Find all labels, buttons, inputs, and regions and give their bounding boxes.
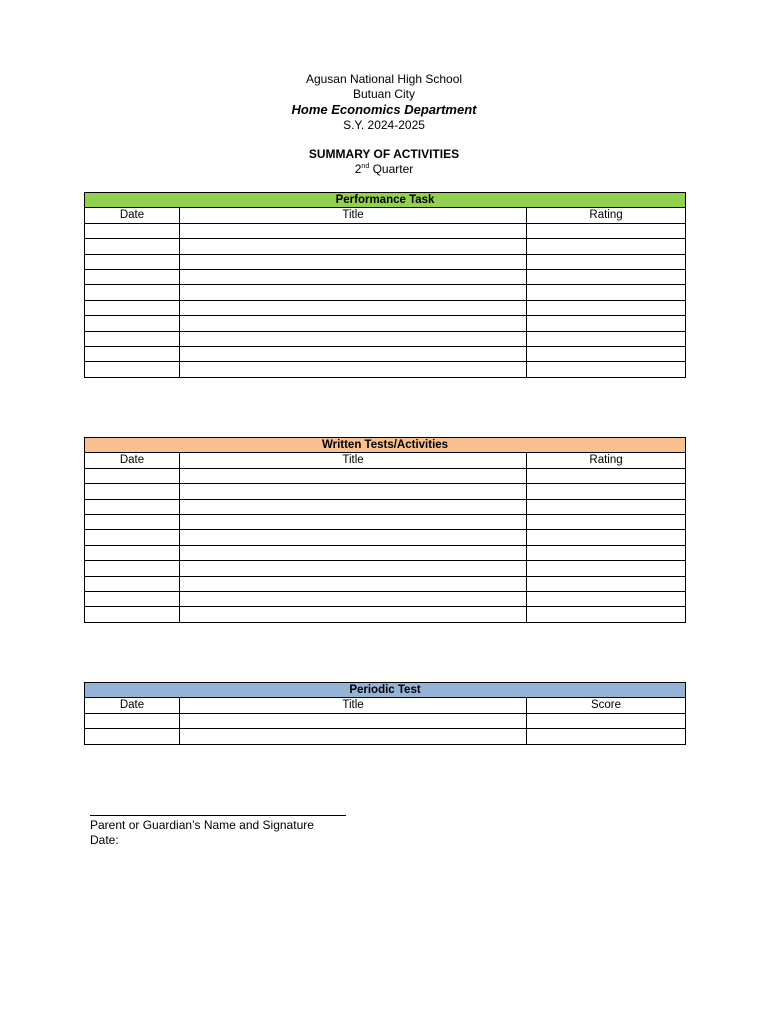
date-cell[interactable]	[85, 239, 180, 254]
title-cell[interactable]	[180, 316, 527, 331]
title-cell[interactable]	[180, 269, 527, 284]
title-cell[interactable]	[180, 607, 527, 622]
quarter-suffix: nd	[361, 163, 370, 170]
title-cell[interactable]	[180, 545, 527, 560]
column-header-date: Date	[85, 453, 180, 468]
rating-cell[interactable]	[527, 362, 686, 377]
column-header-rating: Rating	[527, 208, 686, 223]
date-cell[interactable]	[85, 346, 180, 361]
rating-cell[interactable]	[527, 223, 686, 238]
table-row	[85, 576, 686, 591]
summary-heading	[0, 147, 768, 177]
rating-cell[interactable]	[527, 576, 686, 591]
signature-label: Parent or Guardian’s Name and Signature	[90, 818, 314, 832]
table-row	[85, 530, 686, 545]
date-cell[interactable]	[85, 576, 180, 591]
rating-cell[interactable]	[527, 514, 686, 529]
date-cell[interactable]	[85, 591, 180, 606]
rating-cell[interactable]	[527, 591, 686, 606]
signature-line	[90, 815, 346, 816]
table-row	[85, 545, 686, 560]
title-cell[interactable]	[180, 254, 527, 269]
written-tests-table	[84, 437, 686, 623]
quarter-label	[0, 162, 768, 177]
table-row	[85, 316, 686, 331]
rating-cell[interactable]	[527, 285, 686, 300]
school-year: S.Y. 2024-2025	[343, 118, 425, 132]
date-cell[interactable]	[85, 468, 180, 483]
title-cell[interactable]	[180, 331, 527, 346]
rating-cell[interactable]	[527, 468, 686, 483]
date-cell[interactable]	[85, 499, 180, 514]
school-name: Agusan National High School	[305, 72, 463, 86]
rating-cell[interactable]	[527, 561, 686, 576]
summary-title: SUMMARY OF ACTIVITIES	[308, 147, 460, 161]
table-row	[85, 254, 686, 269]
date-cell[interactable]	[85, 362, 180, 377]
table-row	[85, 285, 686, 300]
rating-cell[interactable]	[527, 254, 686, 269]
table-row	[85, 499, 686, 514]
rating-cell[interactable]	[527, 346, 686, 361]
title-cell[interactable]	[180, 223, 527, 238]
title-cell[interactable]	[180, 561, 527, 576]
rating-cell[interactable]	[527, 331, 686, 346]
document-header	[0, 72, 768, 133]
title-cell[interactable]	[180, 576, 527, 591]
table-row	[85, 591, 686, 606]
column-header-score: Score	[527, 698, 686, 713]
date-cell[interactable]	[85, 484, 180, 499]
date-label: Date:	[90, 833, 119, 847]
title-cell[interactable]	[180, 285, 527, 300]
rating-cell[interactable]	[527, 545, 686, 560]
date-cell[interactable]	[85, 300, 180, 315]
title-cell[interactable]	[180, 300, 527, 315]
periodic-test-table	[84, 682, 686, 745]
title-cell[interactable]	[180, 239, 527, 254]
date-cell[interactable]	[85, 561, 180, 576]
rating-cell[interactable]	[527, 239, 686, 254]
table-row	[85, 607, 686, 622]
title-cell[interactable]	[180, 713, 527, 728]
column-header-rating: Rating	[527, 453, 686, 468]
title-cell[interactable]	[180, 484, 527, 499]
rating-cell[interactable]	[527, 729, 686, 744]
periodic-test-title: Periodic Test	[85, 683, 686, 698]
column-header-title: Title	[180, 208, 527, 223]
quarter-word: Quarter	[372, 162, 414, 176]
title-cell[interactable]	[180, 499, 527, 514]
performance-task-title: Performance Task	[85, 193, 686, 208]
title-cell[interactable]	[180, 468, 527, 483]
date-cell[interactable]	[85, 607, 180, 622]
title-cell[interactable]	[180, 591, 527, 606]
table-row	[85, 729, 686, 744]
table-row	[85, 514, 686, 529]
department-name: Home Economics Department	[291, 102, 477, 117]
rating-cell[interactable]	[527, 530, 686, 545]
table-row	[85, 223, 686, 238]
column-header-title: Title	[180, 698, 527, 713]
performance-task-table	[84, 192, 686, 378]
date-cell[interactable]	[85, 530, 180, 545]
column-header-date: Date	[85, 208, 180, 223]
rating-cell[interactable]	[527, 713, 686, 728]
quarter-number: 2	[354, 162, 362, 176]
table-row	[85, 346, 686, 361]
date-cell[interactable]	[85, 254, 180, 269]
signature-block	[90, 818, 314, 848]
table-row	[85, 362, 686, 377]
written-tests-title: Written Tests/Activities	[85, 438, 686, 453]
table-row	[85, 561, 686, 576]
rating-cell[interactable]	[527, 316, 686, 331]
date-cell[interactable]	[85, 514, 180, 529]
title-cell[interactable]	[180, 346, 527, 361]
date-cell[interactable]	[85, 713, 180, 728]
date-cell[interactable]	[85, 316, 180, 331]
table-row	[85, 239, 686, 254]
table-row	[85, 484, 686, 499]
title-cell[interactable]	[180, 514, 527, 529]
date-cell[interactable]	[85, 285, 180, 300]
date-cell[interactable]	[85, 545, 180, 560]
table-row	[85, 300, 686, 315]
column-header-title: Title	[180, 453, 527, 468]
date-cell[interactable]	[85, 223, 180, 238]
title-cell[interactable]	[180, 729, 527, 744]
column-header-date: Date	[85, 698, 180, 713]
date-cell[interactable]	[85, 269, 180, 284]
city-name: Butuan City	[352, 87, 416, 101]
rating-cell[interactable]	[527, 269, 686, 284]
rating-cell[interactable]	[527, 484, 686, 499]
table-row	[85, 468, 686, 483]
rating-cell[interactable]	[527, 499, 686, 514]
title-cell[interactable]	[180, 530, 527, 545]
date-cell[interactable]	[85, 729, 180, 744]
table-row	[85, 331, 686, 346]
rating-cell[interactable]	[527, 300, 686, 315]
table-row	[85, 713, 686, 728]
date-cell[interactable]	[85, 331, 180, 346]
title-cell[interactable]	[180, 362, 527, 377]
table-row	[85, 269, 686, 284]
rating-cell[interactable]	[527, 607, 686, 622]
